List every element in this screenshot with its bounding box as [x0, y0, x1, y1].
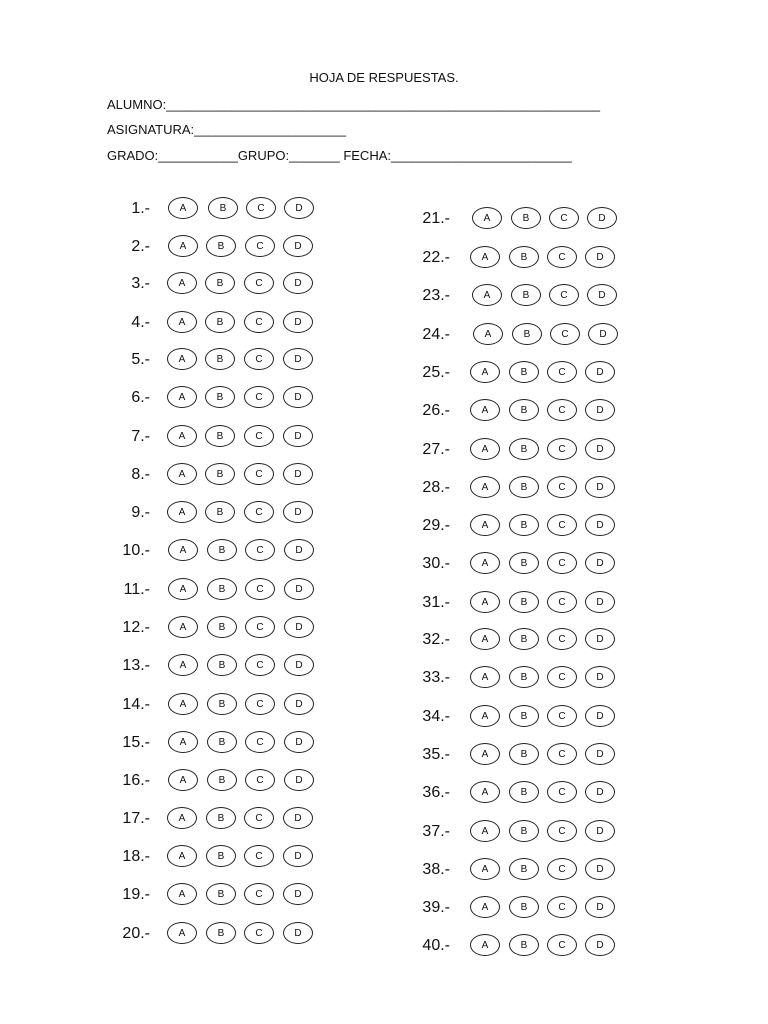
answer-bubble-c[interactable]: C [547, 743, 577, 765]
answer-bubble-b[interactable]: B [207, 578, 237, 600]
question-number: 24.- [422, 326, 450, 343]
answer-bubble-d[interactable]: D [284, 769, 314, 791]
answer-bubble-b[interactable]: B [205, 425, 235, 447]
answer-bubble-b[interactable]: B [509, 361, 539, 383]
answer-bubble-c[interactable]: C [244, 463, 274, 485]
answer-bubble-d[interactable]: D [585, 896, 615, 918]
answer-bubble-d[interactable]: D [588, 323, 618, 345]
answer-bubble-b[interactable]: B [509, 628, 539, 650]
question-number: 8.- [131, 466, 150, 483]
answer-bubble-b[interactable]: B [205, 386, 235, 408]
question-number: 12.- [122, 619, 150, 636]
question-number: 17.- [122, 810, 150, 827]
answer-bubble-d[interactable]: D [585, 399, 615, 421]
answer-bubble-c[interactable]: C [547, 399, 577, 421]
answer-bubble-b[interactable]: B [509, 781, 539, 803]
question-number: 3.- [131, 275, 150, 292]
question-number: 39.- [422, 899, 450, 916]
question-number: 20.- [122, 925, 150, 942]
answer-bubble-a[interactable]: A [472, 207, 502, 229]
answer-bubble-c[interactable]: C [244, 501, 274, 523]
answer-bubble-b[interactable]: B [207, 616, 237, 638]
answer-bubble-d[interactable]: D [284, 539, 314, 561]
answer-bubble-a[interactable]: A [470, 514, 500, 536]
answer-bubble-c[interactable]: C [244, 311, 274, 333]
answer-bubble-a[interactable]: A [470, 246, 500, 268]
answer-bubble-c[interactable]: C [245, 654, 275, 676]
answer-bubble-d[interactable]: D [283, 425, 313, 447]
question-number: 18.- [122, 848, 150, 865]
question-number: 26.- [422, 402, 450, 419]
answer-bubble-b[interactable]: B [206, 883, 236, 905]
answer-bubble-d[interactable]: D [585, 438, 615, 460]
answer-bubble-b[interactable]: B [207, 731, 237, 753]
question-number: 28.- [422, 479, 450, 496]
question-number: 4.- [131, 314, 150, 331]
answer-bubble-c[interactable]: C [547, 666, 577, 688]
answer-bubble-d[interactable]: D [283, 845, 313, 867]
answer-bubble-a[interactable]: A [168, 693, 198, 715]
answer-bubble-c[interactable]: C [547, 628, 577, 650]
answer-bubble-b[interactable]: B [207, 693, 237, 715]
answer-bubble-a[interactable]: A [167, 311, 197, 333]
answer-bubble-b[interactable]: B [207, 539, 237, 561]
answer-bubble-a[interactable]: A [470, 361, 500, 383]
answer-bubble-d[interactable]: D [587, 284, 617, 306]
answer-bubble-b[interactable]: B [509, 934, 539, 956]
answer-bubble-a[interactable]: A [167, 386, 197, 408]
answer-bubble-d[interactable]: D [283, 235, 313, 257]
answer-bubble-b[interactable]: B [206, 807, 236, 829]
answer-bubble-b[interactable]: B [509, 514, 539, 536]
question-number: 22.- [422, 249, 450, 266]
question-number: 25.- [422, 364, 450, 381]
question-number: 19.- [122, 886, 150, 903]
answer-bubble-a[interactable]: A [168, 654, 198, 676]
question-number: 30.- [422, 555, 450, 572]
answer-bubble-c[interactable]: C [547, 781, 577, 803]
answer-bubble-a[interactable]: A [168, 769, 198, 791]
answer-bubble-d[interactable]: D [585, 514, 615, 536]
answer-bubble-b[interactable]: B [509, 820, 539, 842]
answer-bubble-a[interactable]: A [167, 463, 197, 485]
answer-bubble-a[interactable]: A [470, 552, 500, 574]
answer-bubble-b[interactable]: B [205, 463, 235, 485]
answer-bubble-d[interactable]: D [283, 463, 313, 485]
answer-bubble-c[interactable]: C [245, 731, 275, 753]
answer-bubble-d[interactable]: D [283, 922, 313, 944]
answer-bubble-d[interactable]: D [284, 654, 314, 676]
answer-bubble-b[interactable]: B [509, 705, 539, 727]
question-number: 23.- [422, 287, 450, 304]
answer-bubble-a[interactable]: A [168, 539, 198, 561]
answer-bubble-b[interactable]: B [509, 666, 539, 688]
answer-bubble-c[interactable]: C [547, 705, 577, 727]
answer-bubble-a[interactable]: A [167, 425, 197, 447]
answer-bubble-a[interactable]: A [470, 896, 500, 918]
answer-bubble-c[interactable]: C [244, 883, 274, 905]
question-number: 2.- [131, 238, 150, 255]
question-number: 11.- [123, 581, 150, 598]
answer-bubble-d[interactable]: D [283, 348, 313, 370]
answer-bubble-b[interactable]: B [509, 552, 539, 574]
answer-bubble-b[interactable]: B [512, 323, 542, 345]
answer-bubble-a[interactable]: A [167, 807, 197, 829]
answer-bubble-b[interactable]: B [509, 246, 539, 268]
answer-bubble-b[interactable]: B [509, 858, 539, 880]
question-number: 9.- [131, 504, 150, 521]
answer-bubble-c[interactable]: C [547, 896, 577, 918]
answer-bubble-c[interactable]: C [547, 476, 577, 498]
answer-bubble-a[interactable]: A [470, 934, 500, 956]
answer-bubble-d[interactable]: D [283, 386, 313, 408]
answer-bubble-d[interactable]: D [585, 476, 615, 498]
answer-bubble-c[interactable]: C [245, 616, 275, 638]
answer-bubble-a[interactable]: A [470, 781, 500, 803]
answer-bubble-b[interactable]: B [208, 197, 238, 219]
answer-bubble-b[interactable]: B [206, 235, 236, 257]
answer-bubble-b[interactable]: B [205, 501, 235, 523]
answer-bubble-c[interactable]: C [244, 348, 274, 370]
answer-bubble-d[interactable]: D [585, 361, 615, 383]
question-number: 31.- [422, 594, 450, 611]
answer-bubble-d[interactable]: D [284, 731, 314, 753]
answer-bubble-b[interactable]: B [509, 399, 539, 421]
question-number: 38.- [422, 861, 450, 878]
answer-bubble-a[interactable]: A [470, 438, 500, 460]
answer-bubble-c[interactable]: C [244, 922, 274, 944]
answer-bubble-a[interactable]: A [470, 666, 500, 688]
answer-bubble-b[interactable]: B [509, 896, 539, 918]
answer-bubble-b[interactable]: B [205, 348, 235, 370]
answer-bubble-d[interactable]: D [585, 246, 615, 268]
answer-bubble-a[interactable]: A [470, 820, 500, 842]
answer-bubble-a[interactable]: A [167, 922, 197, 944]
answer-bubble-a[interactable]: A [472, 284, 502, 306]
answer-bubble-b[interactable]: B [206, 845, 236, 867]
asignatura-field: ASIGNATURA:_____________________ [107, 122, 346, 137]
answer-bubble-d[interactable]: D [585, 591, 615, 613]
question-number: 35.- [422, 746, 450, 763]
answer-bubble-b[interactable]: B [509, 438, 539, 460]
question-number: 36.- [422, 784, 450, 801]
question-number: 21.- [422, 210, 450, 227]
answer-bubble-d[interactable]: D [585, 743, 615, 765]
question-number: 6.- [131, 389, 150, 406]
answer-bubble-d[interactable]: D [585, 858, 615, 880]
answer-bubble-c[interactable]: C [547, 438, 577, 460]
answer-bubble-a[interactable]: A [167, 348, 197, 370]
answer-bubble-c[interactable]: C [244, 386, 274, 408]
answer-bubble-c[interactable]: C [245, 578, 275, 600]
answer-bubble-c[interactable]: C [244, 272, 274, 294]
answer-bubble-a[interactable]: A [167, 501, 197, 523]
answer-bubble-d[interactable]: D [284, 197, 314, 219]
answer-bubble-a[interactable]: A [470, 628, 500, 650]
answer-bubble-a[interactable]: A [470, 858, 500, 880]
question-number: 16.- [122, 772, 150, 789]
answer-bubble-b[interactable]: B [206, 922, 236, 944]
answer-bubble-c[interactable]: C [547, 591, 577, 613]
answer-bubble-d[interactable]: D [283, 311, 313, 333]
answer-bubble-a[interactable]: A [167, 272, 197, 294]
answer-bubble-a[interactable]: A [168, 235, 198, 257]
answer-bubble-b[interactable]: B [511, 207, 541, 229]
answer-bubble-d[interactable]: D [585, 705, 615, 727]
question-number: 32.- [422, 631, 450, 648]
answer-bubble-d[interactable]: D [585, 820, 615, 842]
answer-bubble-d[interactable]: D [283, 501, 313, 523]
answer-bubble-c[interactable]: C [547, 552, 577, 574]
question-number: 1.- [131, 200, 150, 217]
answer-bubble-c[interactable]: C [245, 235, 275, 257]
answer-bubble-c[interactable]: C [244, 807, 274, 829]
question-number: 13.- [122, 657, 150, 674]
answer-bubble-a[interactable]: A [167, 845, 197, 867]
alumno-field: ALUMNO:____________________________________________________________ [107, 97, 601, 112]
answer-bubble-c[interactable]: C [547, 858, 577, 880]
answer-bubble-c[interactable]: C [550, 323, 580, 345]
answer-bubble-d[interactable]: D [585, 666, 615, 688]
answer-bubble-a[interactable]: A [470, 399, 500, 421]
answer-bubble-c[interactable]: C [549, 207, 579, 229]
page-title: HOJA DE RESPUESTAS. [309, 70, 459, 85]
answer-bubble-a[interactable]: A [470, 591, 500, 613]
answer-bubble-a[interactable]: A [470, 476, 500, 498]
answer-bubble-c[interactable]: C [245, 539, 275, 561]
answer-bubble-b[interactable]: B [205, 272, 235, 294]
question-number: 7.- [131, 428, 150, 445]
question-number: 29.- [422, 517, 450, 534]
answer-bubble-c[interactable]: C [244, 845, 274, 867]
answer-bubble-b[interactable]: B [205, 311, 235, 333]
answer-bubble-d[interactable]: D [585, 781, 615, 803]
grado-grupo-fecha-field: GRADO:___________GRUPO:_______ FECHA:_________________________ [107, 148, 572, 163]
question-number: 27.- [422, 441, 450, 458]
question-number: 14.- [122, 696, 150, 713]
answer-bubble-b[interactable]: B [207, 654, 237, 676]
answer-bubble-b[interactable]: B [509, 743, 539, 765]
answer-bubble-a[interactable]: A [168, 197, 198, 219]
question-number: 40.- [422, 937, 450, 954]
answer-bubble-c[interactable]: C [244, 425, 274, 447]
answer-bubble-d[interactable]: D [585, 552, 615, 574]
answer-bubble-c[interactable]: C [245, 693, 275, 715]
question-number: 10.- [122, 542, 150, 559]
answer-bubble-c[interactable]: C [547, 361, 577, 383]
question-number: 33.- [422, 669, 450, 686]
answer-bubble-a[interactable]: A [167, 883, 197, 905]
question-number: 37.- [422, 823, 450, 840]
answer-bubble-c[interactable]: C [549, 284, 579, 306]
answer-bubble-c[interactable]: C [547, 246, 577, 268]
answer-bubble-d[interactable]: D [283, 272, 313, 294]
answer-bubble-a[interactable]: A [473, 323, 503, 345]
question-number: 5.- [131, 351, 150, 368]
answer-bubble-c[interactable]: C [245, 769, 275, 791]
answer-bubble-d[interactable]: D [284, 578, 314, 600]
answer-bubble-c[interactable]: C [547, 514, 577, 536]
question-number: 34.- [422, 708, 450, 725]
answer-bubble-b[interactable]: B [509, 476, 539, 498]
answer-bubble-b[interactable]: B [509, 591, 539, 613]
answer-bubble-a[interactable]: A [168, 578, 198, 600]
answer-bubble-b[interactable]: B [511, 284, 541, 306]
answer-bubble-d[interactable]: D [283, 883, 313, 905]
answer-bubble-a[interactable]: A [168, 616, 198, 638]
answer-bubble-d[interactable]: D [283, 807, 313, 829]
answer-bubble-a[interactable]: A [168, 731, 198, 753]
answer-bubble-d[interactable]: D [284, 693, 314, 715]
answer-bubble-c[interactable]: C [547, 934, 577, 956]
answer-bubble-d[interactable]: D [284, 616, 314, 638]
answer-bubble-a[interactable]: A [470, 705, 500, 727]
answer-bubble-a[interactable]: A [470, 743, 500, 765]
answer-bubble-b[interactable]: B [207, 769, 237, 791]
answer-bubble-c[interactable]: C [547, 820, 577, 842]
answer-bubble-d[interactable]: D [585, 628, 615, 650]
answer-bubble-c[interactable]: C [246, 197, 276, 219]
answer-bubble-d[interactable]: D [587, 207, 617, 229]
question-number: 15.- [122, 734, 150, 751]
answer-bubble-d[interactable]: D [585, 934, 615, 956]
